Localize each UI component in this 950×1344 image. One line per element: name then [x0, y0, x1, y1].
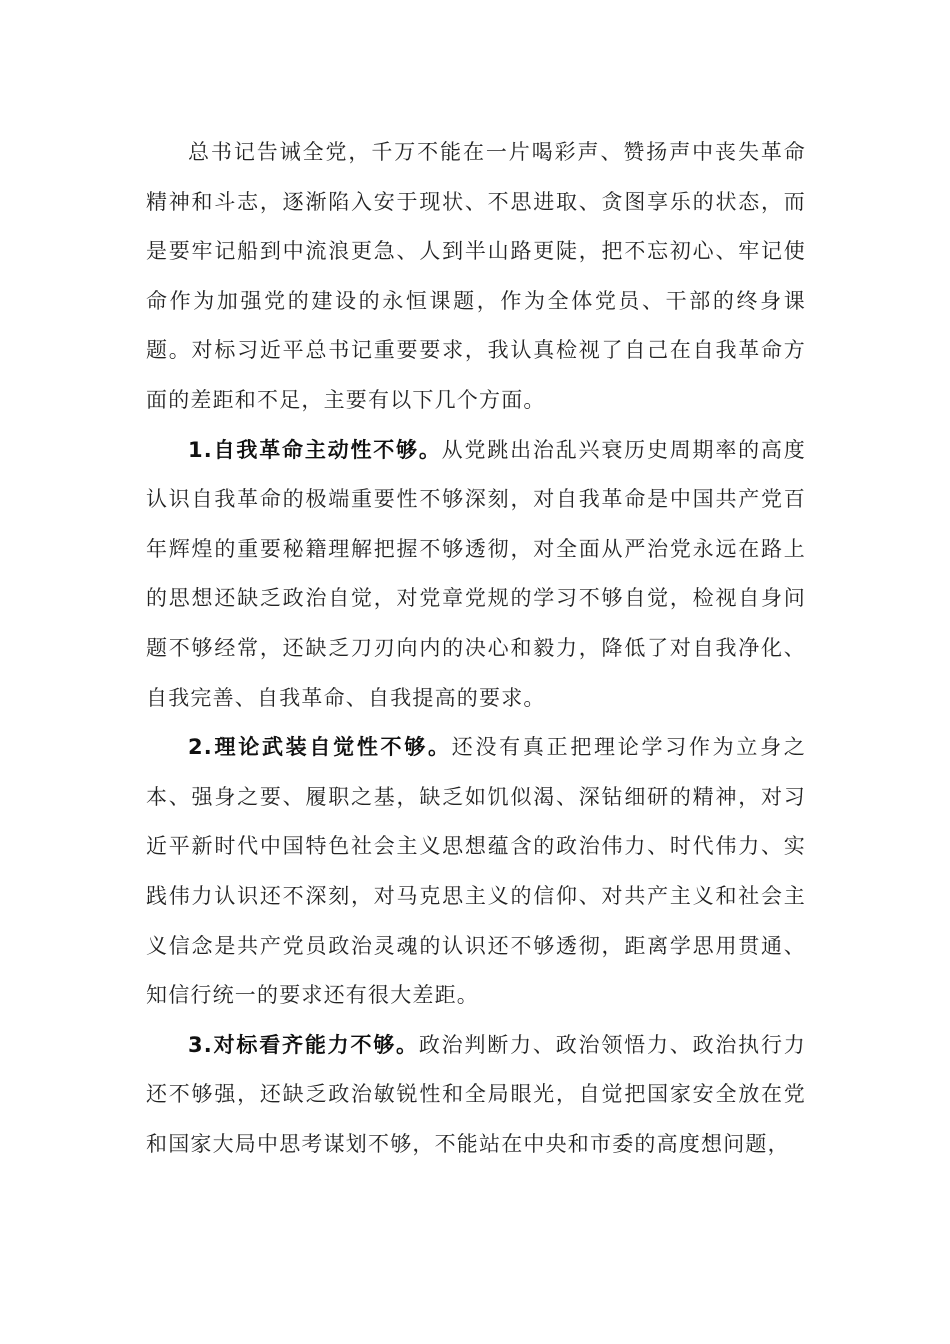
document-body [146, 128, 806, 1169]
paragraph-item-3-heading: 3.对标看齐能力不够。 [188, 1032, 419, 1057]
paragraph-item-3-text: 政治判断力、政治领悟力、政治执行力还不够强，还缺乏政治敏锐性和全局眼光，自觉把国家安全放在党和国家大局中思考谋划不够，不能站在中央和市委的高度想问题， [146, 1032, 806, 1156]
paragraph-item-3 [146, 1021, 806, 1170]
paragraph-item-2-text: 还没有真正把理论学习作为立身之本、强身之要、履职之基，缺乏如饥似渴、深钻细研的精神，对习近平新时代中国特色社会主义思想蕴含的政治伟力、时代伟力、实践伟力认识还不深刻，对马克思主义的信仰、对共产主义和社会主义信念是共产党员政治灵魂的认识还不够透彻，距离学思用贯通、知信行统一的要求还有很大差距。 [146, 735, 806, 1008]
paragraph-item-2-heading: 2.理论武装自觉性不够。 [188, 735, 452, 760]
paragraph-item-1-text: 从党跳出治乱兴衰历史周期率的高度认识自我革命的极端重要性不够深刻，对自我革命是中国共产党百年辉煌的重要秘籍理解把握不够透彻，对全面从严治党永远在路上的思想还缺乏政治自觉，对党章党规的学习不够自觉，检视自身问题不够经常，还缺乏刀刃向内的决心和毅力，降低了对自我净化、自我完善、自我革命、自我提高的要求。 [146, 437, 806, 710]
paragraph-intro-text: 总书记告诫全党，千万不能在一片喝彩声、赞扬声中丧失革命精神和斗志，逐渐陷入安于现状、不思进取、贪图享乐的状态，而是要牢记船到中流浪更急、人到半山路更陡，把不忘初心、牢记使命作为加强党的建设的永恒课题，作为全体党员、干部的终身课题。对标习近平总书记重要要求，我认真检视了自己在自我革命方面的差距和不足，主要有以下几个方面。 [146, 140, 806, 412]
paragraph-item-1 [146, 426, 806, 724]
paragraph-item-1-heading: 1.自我革命主动性不够。 [188, 437, 442, 462]
paragraph-item-2 [146, 723, 806, 1021]
paragraph-intro [146, 128, 806, 426]
